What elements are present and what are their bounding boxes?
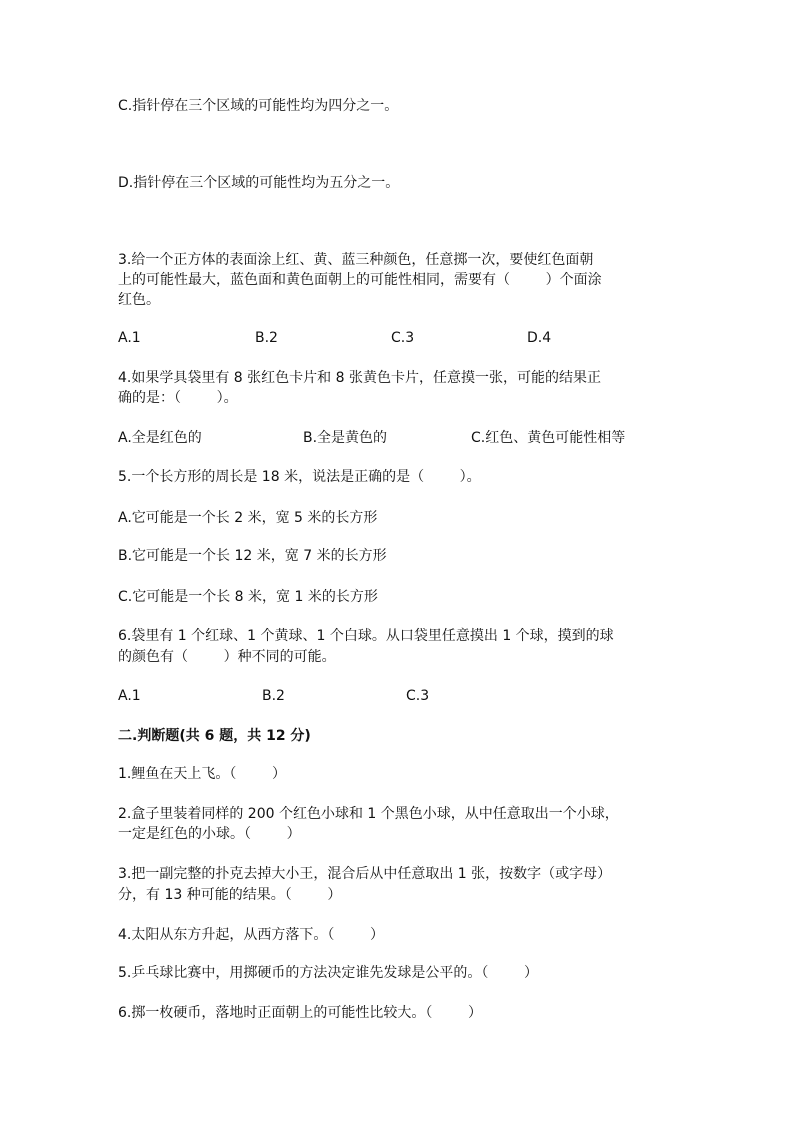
judge-item-line: 一定是红色的小球。（ ）	[118, 826, 301, 842]
option-d-text: D.指针停在三个区域的可能性均为五分之一。	[118, 175, 400, 191]
judge-item-line: 1.鲤鱼在天上飞。（ ）	[118, 766, 286, 782]
question-stem-line: 的颜色有（ ）种不同的可能。	[118, 649, 336, 665]
option-c[interactable]: C.3	[406, 688, 430, 704]
option-b[interactable]: B.它可能是一个长 12 米，宽 7 米的长方形	[118, 548, 387, 564]
option-a[interactable]: A.1	[118, 688, 141, 704]
option-d[interactable]: D.4	[527, 330, 552, 346]
option-a[interactable]: A.它可能是一个长 2 米，宽 5 米的长方形	[118, 510, 378, 526]
option-c[interactable]: C.它可能是一个长 8 米，宽 1 米的长方形	[118, 589, 378, 605]
question-stem-line: 红色。	[118, 292, 160, 308]
question-stem-line: 3.给一个正方体的表面涂上红、黄、蓝三种颜色，任意掷一次，要使红色面朝	[118, 252, 594, 268]
section-heading: 二.判断题(共 6 题，共 12 分)	[118, 728, 311, 744]
option-a[interactable]: A.全是红色的	[118, 430, 202, 446]
judge-item-line: 6.掷一枚硬币，落地时正面朝上的可能性比较大。（ ）	[118, 1005, 482, 1021]
judge-item-line: 2.盒子里装着同样的 200 个红色小球和 1 个黑色小球，从中任意取出一个小球，	[118, 806, 619, 822]
option-b[interactable]: B.2	[262, 688, 285, 704]
question-stem-line: 5.一个长方形的周长是 18 米，说法是正确的是（ ）。	[118, 469, 481, 485]
question-stem-line: 6.袋里有 1 个红球、1 个黄球、1 个白球。从口袋里任意摸出 1 个球，摸到的球	[118, 628, 614, 644]
judge-item-line: 5.乒乓球比赛中，用掷硬币的方法决定谁先发球是公平的。（ ）	[118, 965, 538, 981]
option-b[interactable]: B.全是黄色的	[303, 430, 388, 446]
question-stem-line: 上的可能性最大，蓝色面和黄色面朝上的可能性相同，需要有（ ）个面涂	[118, 272, 602, 288]
option-c[interactable]: C.3	[391, 330, 415, 346]
judge-item-line: 4.太阳从东方升起，从西方落下。（ ）	[118, 927, 384, 943]
judge-item-line: 3.把一副完整的扑克去掉大小王，混合后从中任意取出 1 张，按数字（或字母）	[118, 866, 612, 882]
judge-item-line: 分，有 13 种可能的结果。（ ）	[118, 887, 342, 903]
option-b[interactable]: B.2	[255, 330, 278, 346]
question-stem-line: 4.如果学具袋里有 8 张红色卡片和 8 张黄色卡片，任意摸一张，可能的结果正	[118, 370, 601, 386]
option-c[interactable]: C.红色、黄色可能性相等	[471, 430, 626, 446]
question-stem-line: 确的是：（ ）。	[118, 390, 238, 406]
option-a[interactable]: A.1	[118, 330, 141, 346]
option-c-text: C.指针停在三个区域的可能性均为四分之一。	[118, 98, 399, 114]
